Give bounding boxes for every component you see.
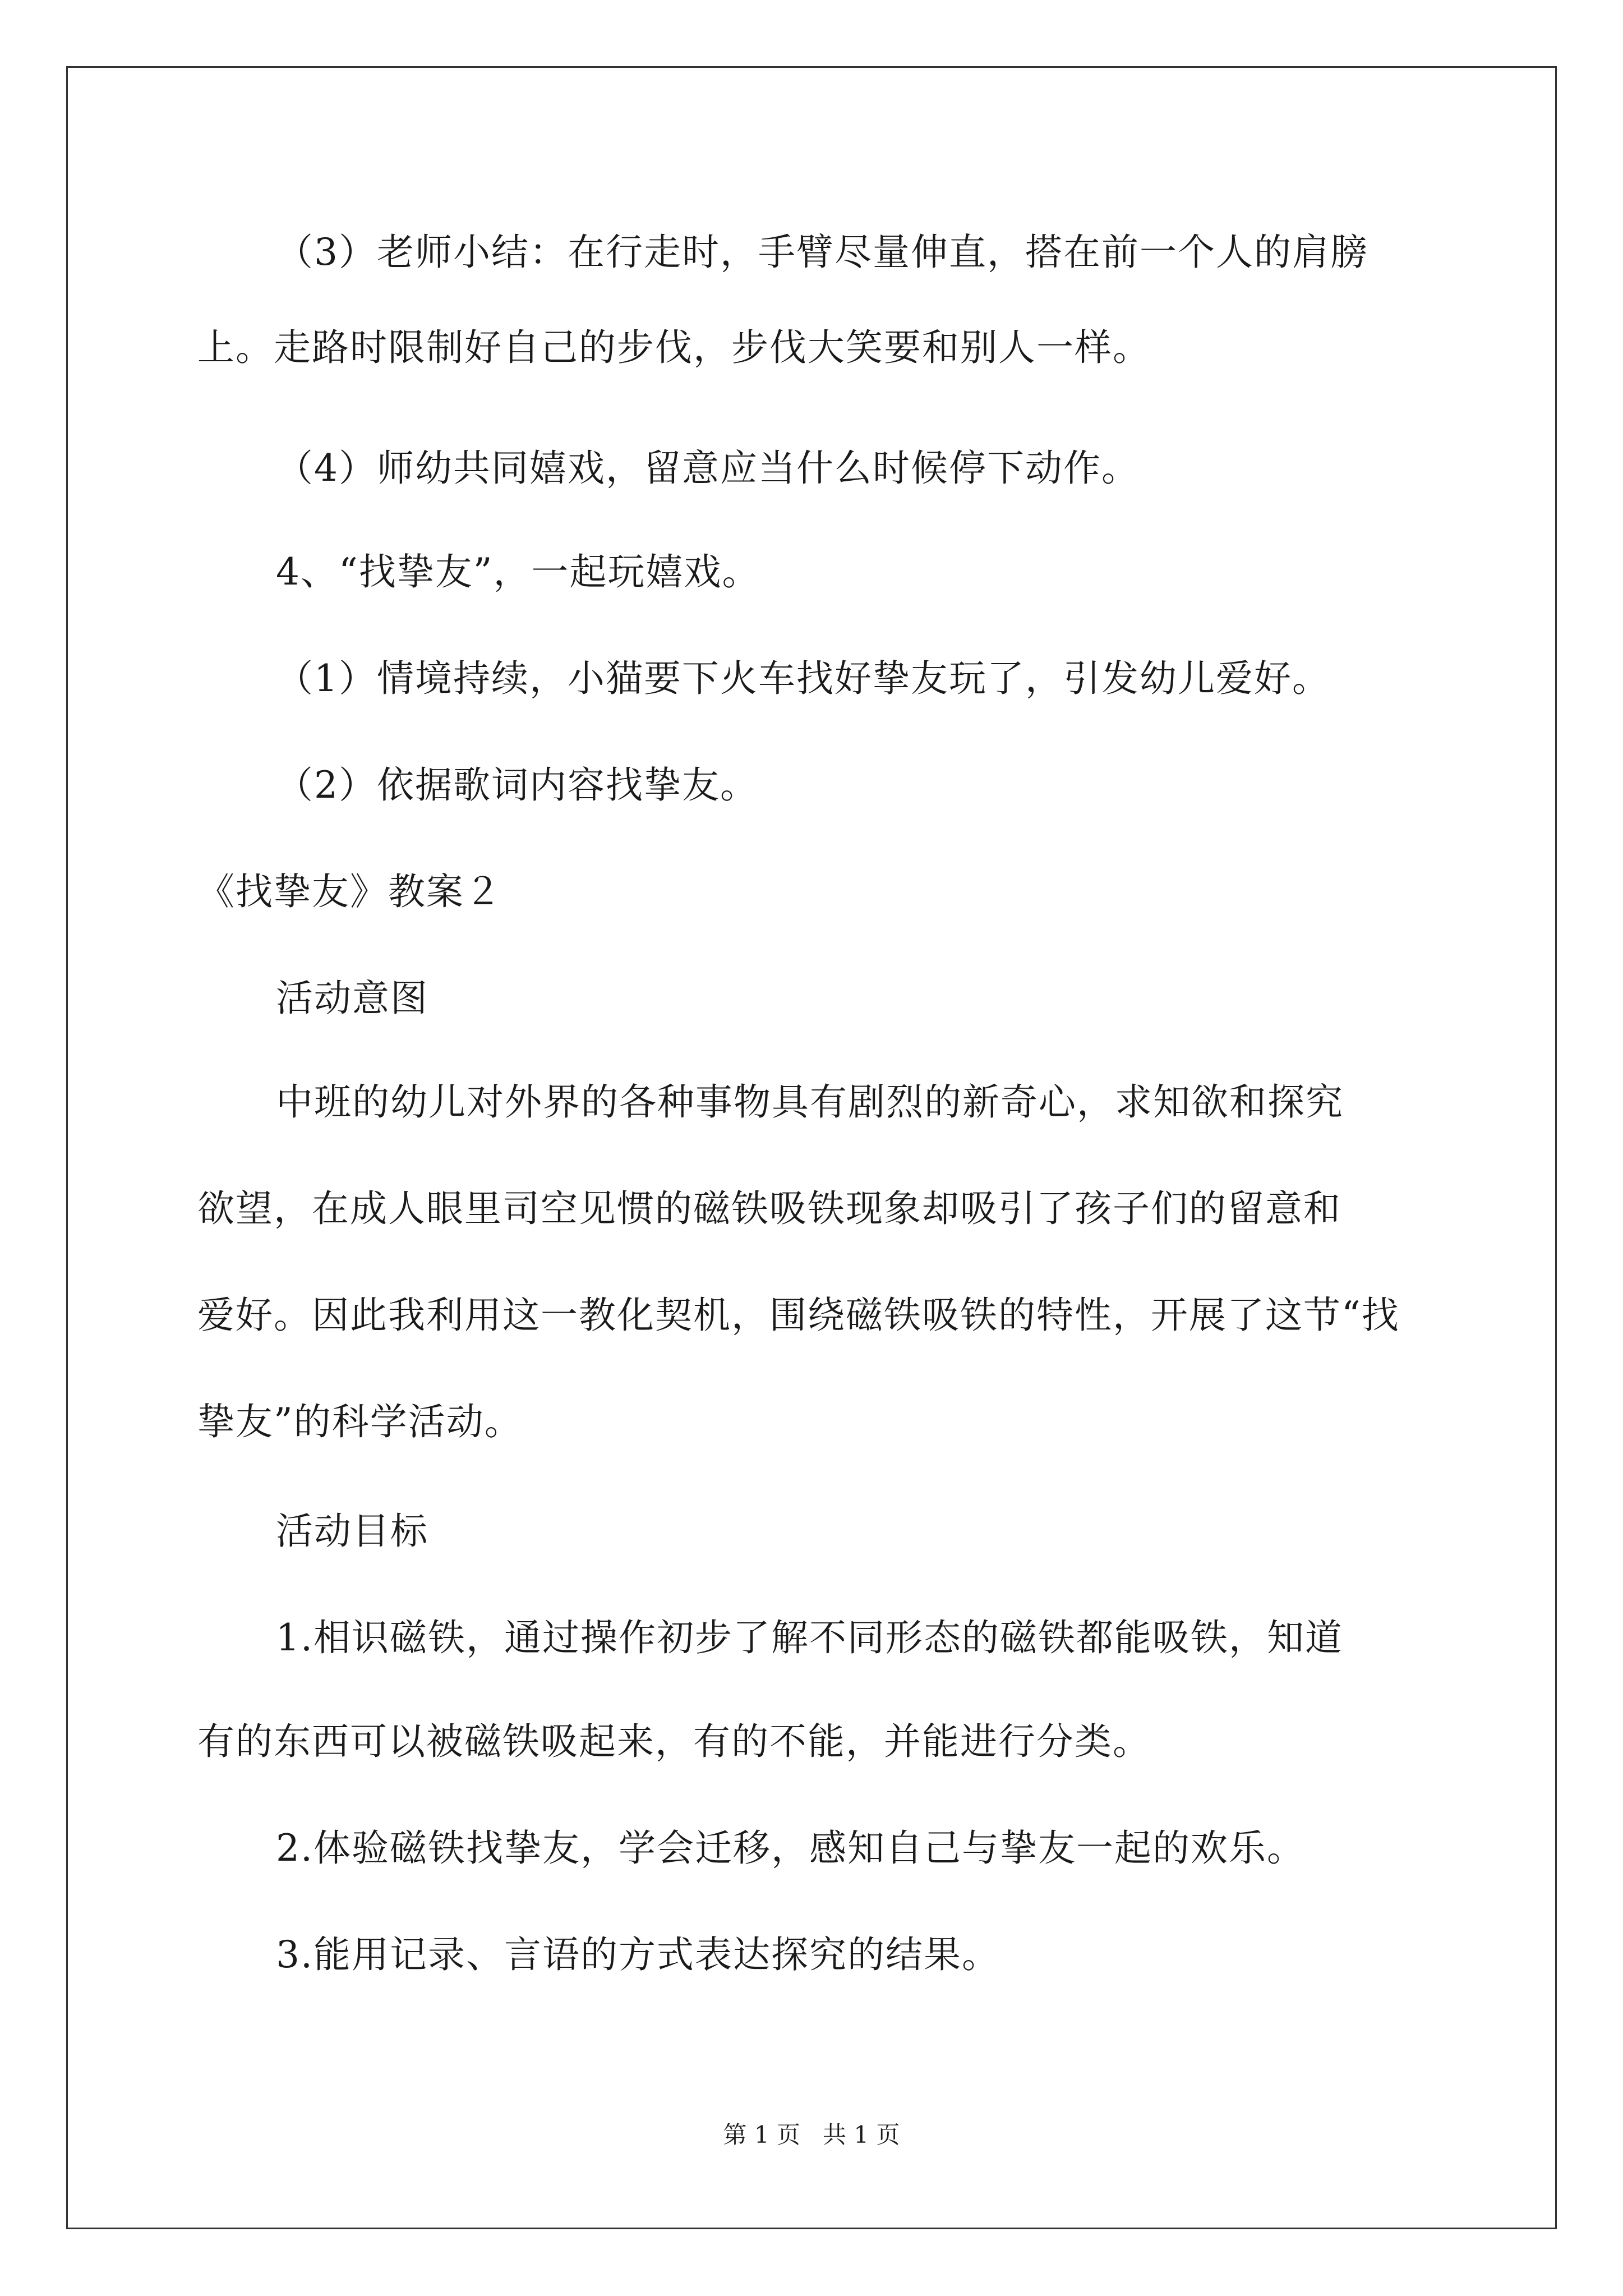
paragraph-line: （3）老师小结：在行走时，手臂尽量伸直，搭在前一个人的肩膀 [276,231,1368,274]
paragraph-line: 上。走路时限制好自己的步伐，步伐大笑要和别人一样。 [197,326,1151,369]
paragraph-line: 中班的幼儿对外界的各种事物具有剧烈的新奇心，求知欲和探究 [276,1080,1344,1124]
paragraph-line: （2）依据歌词内容找挚友。 [276,763,758,807]
subsection-heading: 活动目标 [276,1510,428,1553]
page-border [66,66,1557,2229]
paragraph-line: （1）情境持续，小猫要下火车找好挚友玩了，引发幼儿爱好。 [276,657,1330,700]
paragraph-line: 欲望，在成人眼里司空见惯的磁铁吸铁现象却吸引了孩子们的留意和 [197,1187,1341,1230]
paragraph-line: 爱好。因此我利用这一教化契机，围绕磁铁吸铁的特性，开展了这节“找 [197,1294,1400,1337]
paragraph-line: 4、“找挚友”，一起玩嬉戏。 [276,550,760,593]
page-footer: 第 1 页 共 1 页 [723,2121,900,2148]
subsection-heading: 活动意图 [276,977,428,1020]
paragraph-line: 2.体验磁铁找挚友，学会迁移，感知自己与挚友一起的欢乐。 [276,1826,1305,1870]
paragraph-line: 有的东西可以被磁铁吸起来，有的不能，并能进行分类。 [197,1720,1151,1763]
paragraph-line: （4）师幼共同嬉戏，留意应当什么时候停下动作。 [276,447,1140,490]
paragraph-line: 3.能用记录、言语的方式表达探究的结果。 [276,1933,1000,1976]
paragraph-line: 1.相识磁铁，通过操作初步了解不同形态的磁铁都能吸铁，知道 [276,1616,1343,1659]
paragraph-line: 挚友”的科学活动。 [197,1400,523,1443]
section-heading: 《找挚友》教案２ [197,870,502,913]
